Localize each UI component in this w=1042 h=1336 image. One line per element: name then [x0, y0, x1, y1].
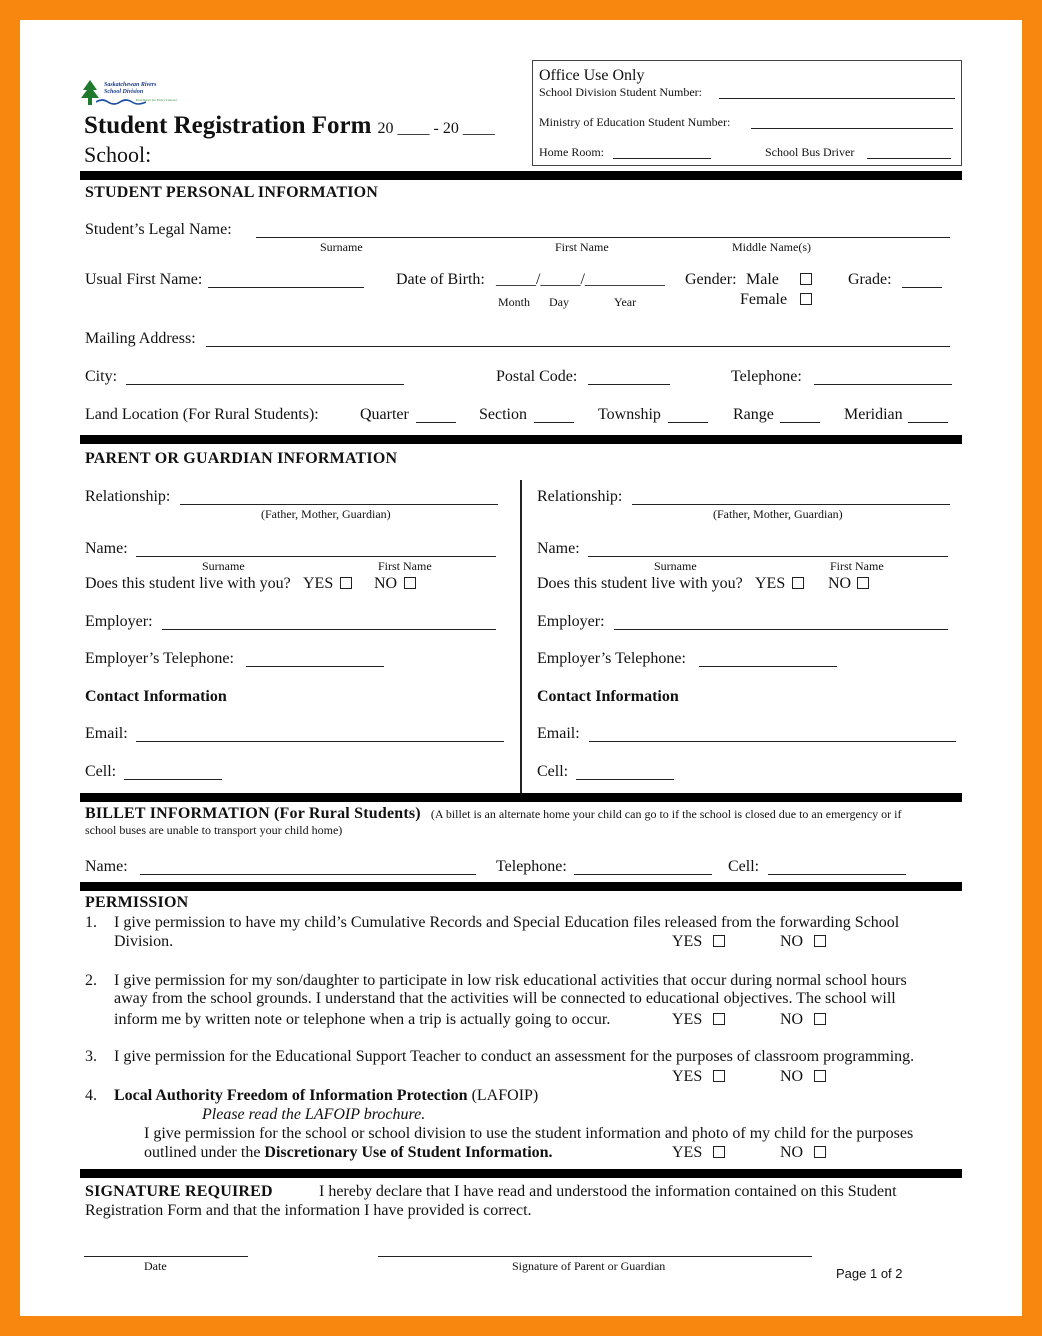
permission-4-no-label: NO	[780, 1144, 804, 1161]
employer-tel-label: Employer’s Telephone:	[537, 650, 686, 667]
student-number-field[interactable]	[719, 98, 955, 99]
relationship-field[interactable]	[180, 504, 498, 505]
home-room-label: Home Room:	[539, 145, 604, 159]
permission-1-text-b: Division.	[114, 933, 174, 950]
student-number-label: School Division Student Number:	[539, 85, 702, 99]
billet-heading-row	[85, 805, 902, 823]
billet-note-2: school buses are unable to transport your child home)	[85, 823, 343, 837]
range-field[interactable]	[780, 422, 820, 423]
school-label: School:	[84, 142, 152, 167]
grade-label: Grade:	[848, 271, 892, 288]
postal-field[interactable]	[588, 384, 670, 385]
logo-tagline: Excellence for Every Learner	[136, 98, 178, 102]
email-field[interactable]	[136, 741, 504, 742]
date-field[interactable]	[84, 1256, 248, 1257]
logo-line2: School Division	[104, 89, 144, 95]
employer-field[interactable]	[614, 629, 948, 630]
range-label: Range	[733, 406, 774, 423]
mailing-field[interactable]	[206, 346, 950, 347]
employer-tel-label: Employer’s Telephone:	[85, 650, 234, 667]
section-divider	[80, 171, 962, 180]
telephone-label: Telephone:	[731, 368, 802, 385]
contact-heading: Contact Information	[537, 688, 679, 705]
section-field[interactable]	[534, 422, 574, 423]
lives-with-label: Does this student live with you?	[537, 575, 743, 592]
township-label: Township	[598, 406, 661, 423]
relationship-hint: (Father, Mother, Guardian)	[713, 507, 843, 521]
dob-label: Date of Birth:	[396, 271, 485, 288]
male-checkbox[interactable]	[800, 273, 812, 285]
usual-first-label: Usual First Name:	[85, 271, 203, 288]
land-label: Land Location (For Rural Students):	[85, 406, 319, 423]
relationship-field[interactable]	[632, 504, 950, 505]
billet-cell-label: Cell:	[728, 858, 760, 875]
permission-1-no-label: NO	[780, 933, 804, 950]
parent-heading: PARENT OR GUARDIAN INFORMATION	[85, 450, 398, 467]
township-field[interactable]	[668, 422, 708, 423]
quarter-label: Quarter	[360, 406, 409, 423]
parent-name-field[interactable]	[588, 556, 948, 557]
surname-hint: Surname	[320, 240, 363, 254]
billet-cell-field[interactable]	[768, 874, 906, 875]
city-label: City:	[85, 368, 118, 385]
form-page	[20, 20, 1022, 1316]
permission-2-number: 2.	[85, 972, 97, 989]
grade-field[interactable]	[902, 287, 942, 288]
permission-heading: PERMISSION	[85, 894, 189, 911]
permission-4-bold: Discretionary Use of Student Information.	[264, 1144, 553, 1161]
school-division-logo	[80, 80, 190, 108]
relationship-label: Relationship:	[85, 488, 171, 505]
permission-2-yes-checkbox[interactable]	[713, 1013, 725, 1025]
billet-telephone-label: Telephone:	[496, 858, 567, 875]
home-room-field[interactable]	[613, 158, 711, 159]
lives-yes-label: YES	[303, 575, 334, 592]
parent-name-label: Name:	[537, 540, 580, 557]
office-use-box	[532, 60, 962, 166]
lives-with-label: Does this student live with you?	[85, 575, 291, 592]
male-label: Male	[746, 271, 779, 288]
billet-name-label: Name:	[85, 858, 128, 875]
billet-note-1: (A billet is an alternate home your child can go to if the school is closed due to an emergency or if	[430, 807, 902, 821]
permission-3-text-a: I give permission for the Educational Support Teacher to conduct an assessment for the purposes of classroom programming.	[114, 1048, 915, 1065]
column-divider	[520, 480, 522, 795]
page-number: Page 1 of 2	[836, 1266, 903, 1281]
permission-1-no-checkbox[interactable]	[814, 935, 826, 947]
permission-4-yes-label: YES	[672, 1144, 703, 1161]
permission-2-text-c: inform me by written note or telephone when a trip is actually going to occur.	[114, 1011, 611, 1028]
lives-no-checkbox[interactable]	[404, 577, 416, 589]
employer-label: Employer:	[537, 613, 605, 630]
logo-line1: Saskatchewan Rivers	[104, 82, 157, 88]
section-divider	[80, 435, 962, 444]
gender-label: Gender:	[685, 271, 737, 288]
legal-name-label: Student’s Legal Name:	[85, 221, 232, 238]
signature-declaration-2: Registration Form and that the information I have provided is correct.	[85, 1202, 532, 1219]
quarter-field[interactable]	[416, 422, 456, 423]
permission-1-number: 1.	[85, 914, 97, 931]
signature-field[interactable]	[378, 1256, 812, 1257]
student-heading: STUDENT PERSONAL INFORMATION	[85, 184, 379, 201]
telephone-field[interactable]	[814, 384, 952, 385]
office-title: Office Use Only	[539, 67, 645, 84]
permission-4-text-a: I give permission for the school or school division to use the student information and photo of my child for the purposes	[144, 1125, 914, 1142]
postal-label: Postal Code:	[496, 368, 578, 385]
permission-3-yes-label: YES	[672, 1068, 703, 1085]
contact-heading: Contact Information	[85, 688, 227, 705]
permission-4-text-b-row	[144, 1144, 553, 1162]
permission-4-title-row	[114, 1087, 538, 1105]
usual-first-field[interactable]	[208, 287, 364, 288]
cell-label: Cell:	[537, 763, 569, 780]
parent-name-label: Name:	[85, 540, 128, 557]
first-name-hint: First Name	[378, 559, 432, 573]
permission-1-yes-label: YES	[672, 933, 703, 950]
permission-2-yes-label: YES	[672, 1011, 703, 1028]
surname-hint: Surname	[202, 559, 245, 573]
page-title	[84, 112, 495, 140]
email-label: Email:	[85, 725, 128, 742]
bus-driver-field[interactable]	[867, 158, 951, 159]
meridian-field[interactable]	[908, 422, 948, 423]
signature-declaration-1: I hereby declare that I have read and understood the information contained on this Student	[319, 1183, 897, 1200]
year-hint: Year	[614, 295, 637, 309]
permission-4-read-note: Please read the LAFOIP brochure.	[202, 1106, 426, 1123]
permission-3-no-label: NO	[780, 1068, 804, 1085]
first-name-hint: First Name	[555, 240, 609, 254]
employer-tel-field[interactable]	[699, 666, 837, 667]
cell-field[interactable]	[124, 779, 222, 780]
permission-1-yes-checkbox[interactable]	[713, 935, 725, 947]
section-label: Section	[479, 406, 527, 423]
lives-no-label: NO	[828, 575, 852, 592]
lives-no-label: NO	[374, 575, 398, 592]
permission-2-no-checkbox[interactable]	[814, 1013, 826, 1025]
month-hint: Month	[498, 295, 531, 309]
cell-label: Cell:	[85, 763, 117, 780]
form-title: Student Registration Form	[84, 112, 372, 139]
employer-tel-field[interactable]	[246, 666, 384, 667]
school-year: 20 ____ - 20 ____	[377, 120, 495, 137]
permission-4-text-b: outlined under the	[144, 1144, 261, 1161]
lives-yes-checkbox[interactable]	[340, 577, 352, 589]
permission-3-number: 3.	[85, 1048, 97, 1065]
permission-1-text-a: I give permission to have my child’s Cumulative Records and Special Education files released from the forwarding School	[114, 914, 900, 931]
section-divider	[80, 1169, 962, 1178]
lives-yes-label: YES	[755, 575, 786, 592]
section-divider	[80, 793, 962, 802]
billet-heading: BILLET INFORMATION (For Rural Students)	[85, 805, 421, 822]
permission-4-title: Local Authority Freedom of Information Protection	[114, 1087, 468, 1104]
legal-name-field[interactable]	[256, 237, 950, 238]
bus-driver-label: School Bus Driver	[765, 145, 855, 159]
city-field[interactable]	[126, 384, 404, 385]
cell-field[interactable]	[576, 779, 674, 780]
section-divider	[80, 882, 962, 891]
permission-3-no-checkbox[interactable]	[814, 1070, 826, 1082]
permission-2-text-b: away from the school grounds. I understand that the activities will be connected to educational objectives. The school will	[114, 990, 896, 1007]
billet-telephone-field[interactable]	[574, 874, 712, 875]
permission-4-yes-checkbox[interactable]	[713, 1146, 725, 1158]
date-label: Date	[144, 1259, 167, 1273]
lives-yes-checkbox[interactable]	[792, 577, 804, 589]
parent-name-field[interactable]	[136, 556, 496, 557]
employer-label: Employer:	[85, 613, 153, 630]
dob-field[interactable]: _____/_____/__________	[496, 271, 665, 288]
billet-name-field[interactable]	[140, 874, 476, 875]
signature-heading: SIGNATURE REQUIRED	[85, 1183, 273, 1200]
permission-2-no-label: NO	[780, 1011, 804, 1028]
permission-4-number: 4.	[85, 1087, 97, 1104]
day-hint: Day	[549, 295, 569, 309]
permission-3-yes-checkbox[interactable]	[713, 1070, 725, 1082]
relationship-label: Relationship:	[537, 488, 623, 505]
employer-field[interactable]	[162, 629, 496, 630]
female-label: Female	[740, 291, 788, 308]
signature-label: Signature of Parent or Guardian	[512, 1259, 666, 1273]
relationship-hint: (Father, Mother, Guardian)	[261, 507, 391, 521]
permission-4-no-checkbox[interactable]	[814, 1146, 826, 1158]
surname-hint: Surname	[654, 559, 697, 573]
meridian-label: Meridian	[844, 406, 903, 423]
permission-4-abbr: (LAFOIP)	[471, 1087, 539, 1104]
ministry-number-label: Ministry of Education Student Number:	[539, 115, 731, 129]
first-name-hint: First Name	[830, 559, 884, 573]
lives-no-checkbox[interactable]	[857, 577, 869, 589]
email-field[interactable]	[589, 741, 956, 742]
ministry-number-field[interactable]	[751, 128, 953, 129]
email-label: Email:	[537, 725, 580, 742]
permission-2-text-a: I give permission for my son/daughter to participate in low risk educational activities that occur during normal school hours	[114, 972, 907, 989]
female-checkbox[interactable]	[800, 293, 812, 305]
middle-name-hint: Middle Name(s)	[732, 240, 811, 254]
mailing-label: Mailing Address:	[85, 330, 196, 347]
